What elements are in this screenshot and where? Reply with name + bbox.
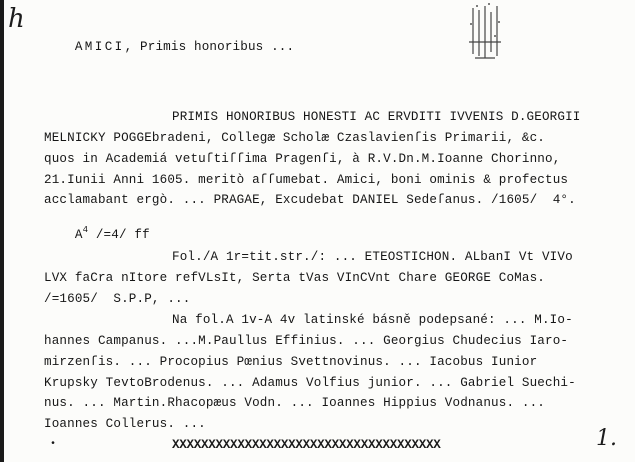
handwritten-page-number: 1. [596,426,617,451]
entry-line-5: acclamabant ergò. ... PRAGAE, Excudebat DANIEL Sedeſanus. /1605/ 4°. [44,193,576,207]
fol-line-1: Fol./A 1r=tit.str./: ... ETEOSTICHON. ALbanI Vt VIVo [172,250,573,264]
stamp-marks-icon [455,0,535,80]
poem-line-6: Ioannes Collerus. ... [44,417,206,431]
bottom-bullet: • [50,439,57,450]
format-line [44,214,150,257]
heading-title: AMICI [74,40,125,54]
heading-rest: , Primis honoribus ... [124,40,295,54]
poem-line-3: mirzenſis. ... Procopius Pœnius Svettnovinus. ... Iacobus Iunior [44,355,538,369]
strikeout-line: XXXXXXXXXXXXXXXXXXXXXXXXXXXXXXXXXXXXX [172,438,441,452]
format-prefix: A [74,228,83,242]
entry-line-1: PRIMIS HONORIBUS HONESTI AC ERVDITI IVVENIS D.GEORGII [172,110,581,124]
card-heading [44,26,294,68]
poem-line-5: nus. ... Martin.Rhacopæus Vodn. ... Ioannes Hippius Vodnanus. ... [44,396,545,410]
format-superscript: 4 [82,225,89,235]
format-rest: /=4/ ff [88,228,150,242]
card-left-edge [0,0,4,462]
fol-line-3: /=1605/ S.P.P, ... [44,292,191,306]
poem-line-2: hannes Campanus. ...M.Paullus Effinius. ... Georgius Chudecius Iaro- [44,334,569,348]
corner-handwritten-mark: h [8,4,25,34]
fol-line-2: LVX faCra nItore refVLsIt, Serta tVas VInCVnt Chare GEORGE CoMas. [44,271,545,285]
poem-line-1: Na fol.A 1v-A 4v latinské básně podepsané: ... M.Io- [172,313,573,327]
entry-line-2: MELNICKY POGGEbradeni, Collegæ Scholæ Czaslavienſis Primarii, &c. [44,131,545,145]
poem-line-4: Krupsky TevtoBrodenus. ... Adamus Volfius junior. ... Gabriel Suechi- [44,376,576,390]
entry-line-3: quos in Academiá vetuſtiſſima Pragenſi, à R.V.Dn.M.Ioanne Chorinno, [44,152,561,166]
entry-line-4: 21.Iunii Anni 1605. meritò aſſumebat. Amici, boni ominis & profectus [44,173,569,187]
